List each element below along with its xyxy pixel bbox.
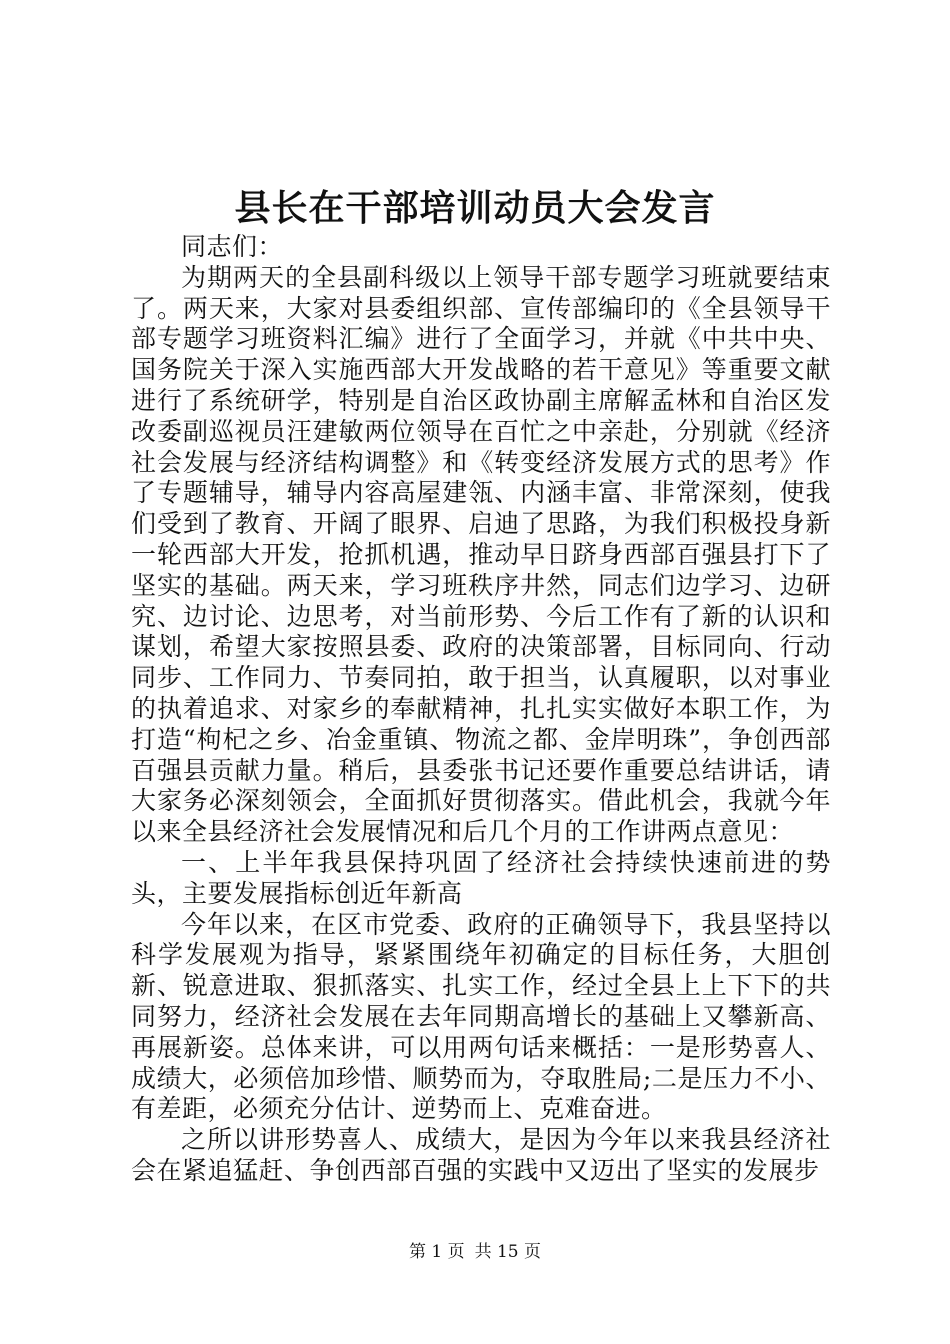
- body-paragraph: 之所以讲形势喜人、成绩大，是因为今年以来我县经济社会在紧追猛赶、争创西部百强的实践中又迈出了坚实的发展步: [131, 1125, 831, 1185]
- page-number-total: 共 15 页: [474, 1242, 542, 1262]
- page-number-current: 第 1 页: [408, 1242, 465, 1262]
- document-body: [131, 232, 831, 1187]
- section-heading: 一、上半年我县保持巩固了经济社会持续快速前进的势头，主要发展指标创近年新高: [131, 847, 831, 908]
- document-title: 县长在干部培训动员大会发言: [234, 187, 716, 229]
- body-paragraph: 为期两天的全县副科级以上领导干部专题学习班就要结束了。两天来，大家对县委组织部、宣传部编印的《全县领导干部专题学习班资料汇编》进行了全面学习，并就《中共中央、国务院关于深入实施西部大开发战略的若干意见》等重要文献进行了系统研学，特别是自治区政协副主席解孟林和自治区发改委副巡视员汪建敏两位领导在百忙之中亲赴，分别就《经济社会发展与经济结构调整》和《转变经济发展方式的思考》作了专题辅导，辅导内容高屋建瓴、内涵丰富、非常深刻，使我们受到了教育、开阔了眼界、启迪了思路，为我们积极投身新一轮西部大开发，抢抓机遇，推动早日跻身西部百强县打下了坚实的基础。两天来，学习班秩序井然，同志们边学习、边研究、边讨论、边思考，对当前形势、今后工作有了新的认识和谋划，希望大家按照县委、政府的决策部署，目标同向、行动同步、工作同力、节奏同拍，敢于担当，认真履职，以对事业的执着追求、对家乡的奉献精神，扎扎实实做好本职工作，为打造“枸杞之乡、冶金重镇、物流之都、金岸明珠”，争创西部百强县贡献力量。稍后，县委张书记还要作重要总结讲话，请大家务必深刻领会，全面抓好贯彻落实。借此机会，我就今年以来全县经济社会发展情况和后几个月的工作讲两点意见：: [131, 262, 831, 847]
- page-footer: [0, 1240, 950, 1264]
- body-paragraph: 今年以来，在区市党委、政府的正确领导下，我县坚持以科学发展观为指导，紧紧围绕年初确定的目标任务，大胆创新、锐意进取、狠抓落实、扎实工作，经过全县上上下下的共同努力，经济社会发展在去年同期高增长的基础上又攀新高、再展新姿。总体来讲，可以用两句话来概括：一是形势喜人、成绩大，必须倍加珍惜、顺势而为，夺取胜局;二是压力不小、有差距，必须充分估计、逆势而上、克难奋进。: [131, 909, 831, 1124]
- salutation: 同志们：: [181, 232, 284, 261]
